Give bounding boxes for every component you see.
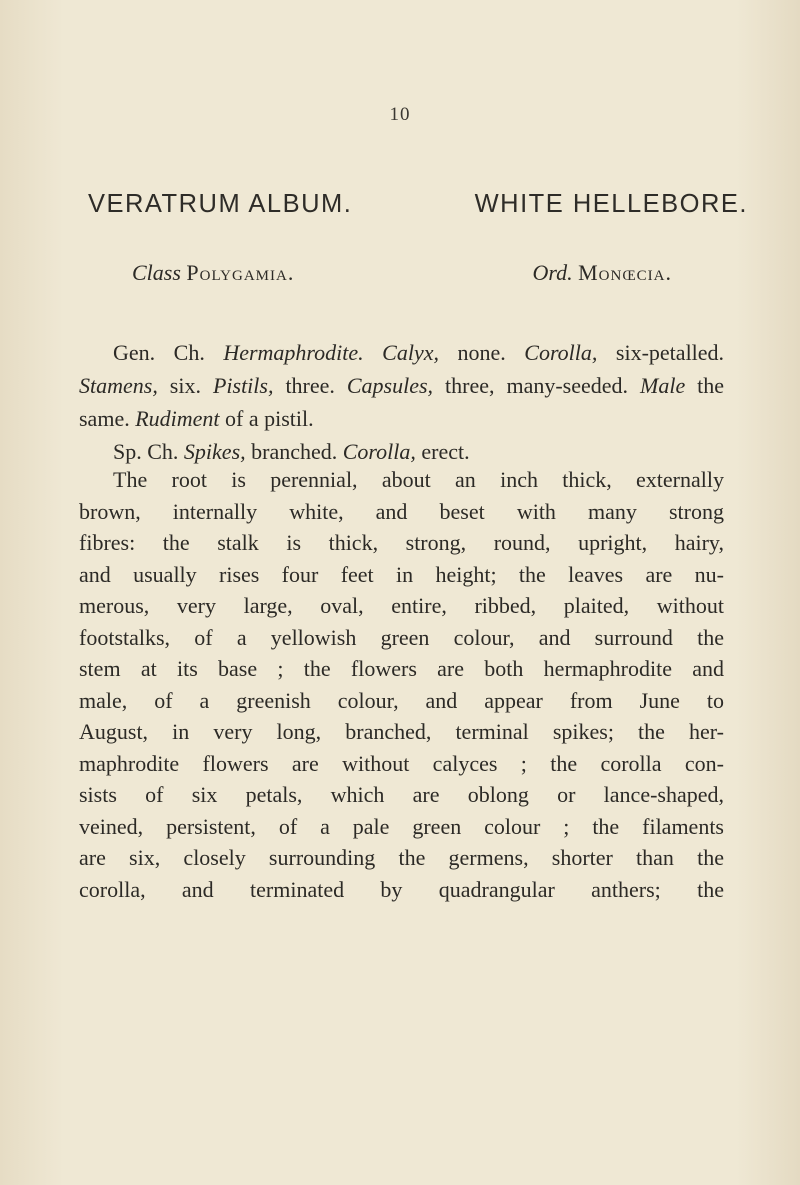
sp-ch-prefix: Sp. Ch. <box>113 439 179 464</box>
text-line: sists of six petals, which are oblong or lance-shaped, <box>79 782 724 807</box>
order-label: Ord. <box>532 260 573 285</box>
description-paragraph <box>79 464 724 905</box>
text-line: footstalks, of a yellowish green colour, and surround the <box>79 624 724 650</box>
capsules-label: Capsules, <box>346 373 434 398</box>
page-title <box>88 190 748 219</box>
calyx-value: none. <box>457 340 506 365</box>
character-block <box>79 336 724 468</box>
pistils-label: Pistils, <box>212 373 274 398</box>
text-line: are six, closely surrounding the germens, shorter than the <box>79 845 724 870</box>
text-line: fibres: the stalk is thick, strong, round, upright, hairy, <box>79 530 724 555</box>
text-line: August, in very long, branched, terminal spikes; the her- <box>79 719 724 744</box>
text-line: maphrodite flowers are without calyces ; the corolla con- <box>79 750 724 776</box>
order-entry <box>532 260 672 286</box>
class-entry <box>132 260 294 286</box>
male-value: the same. <box>79 373 725 431</box>
text-line: merous, very large, oval, entire, ribbed, plaited, without <box>79 593 724 618</box>
text-line: and usually rises four feet in height; the leaves are nu- <box>79 561 724 587</box>
corolla-label: Corolla, <box>524 340 598 365</box>
pistils-value: three. <box>285 373 335 398</box>
gen-ch-prefix: Gen. Ch. <box>113 340 205 365</box>
text-line: The root is perennial, about an inch thick, externally <box>113 467 724 492</box>
sp-corolla-label: Corolla, <box>342 439 416 464</box>
stamens-value: six. <box>169 373 201 398</box>
generic-character <box>79 336 724 435</box>
male-label: Male <box>640 373 686 398</box>
capsules-value: three, many-seeded. <box>445 373 629 398</box>
page-number: 10 <box>389 104 411 125</box>
text-line: brown, internally white, and beset with many strong <box>79 498 724 524</box>
text-line: veined, persistent, of a pale green colour ; the filaments <box>79 813 724 839</box>
spikes-value: branched. <box>251 439 338 464</box>
stamens-label: Stamens, <box>79 373 158 398</box>
calyx-label: Calyx, <box>382 340 439 365</box>
text-line: stem at its base ; the flowers are both hermaphrodite and <box>79 656 724 681</box>
class-label: Class <box>132 260 181 285</box>
sp-corolla-value: erect. <box>421 439 470 464</box>
text-line: male, of a greenish colour, and appear from June to <box>79 687 724 713</box>
corolla-value: six-petalled. <box>615 340 725 365</box>
hermaphrodite-label: Hermaphrodite. <box>223 340 364 365</box>
rudiment-label: Rudiment <box>135 406 220 431</box>
class-value: Polygamia. <box>186 260 295 285</box>
text-line: corolla, and terminated by quadrangular anthers; the <box>79 876 724 902</box>
order-value: Monœcia. <box>578 260 672 285</box>
common-name: WHITE HELLEBORE. <box>474 190 748 218</box>
spikes-label: Spikes, <box>183 439 246 464</box>
classification-line <box>132 260 672 286</box>
latin-name: VERATRUM ALBUM. <box>88 190 353 218</box>
rudiment-value: of a pistil. <box>225 406 314 431</box>
